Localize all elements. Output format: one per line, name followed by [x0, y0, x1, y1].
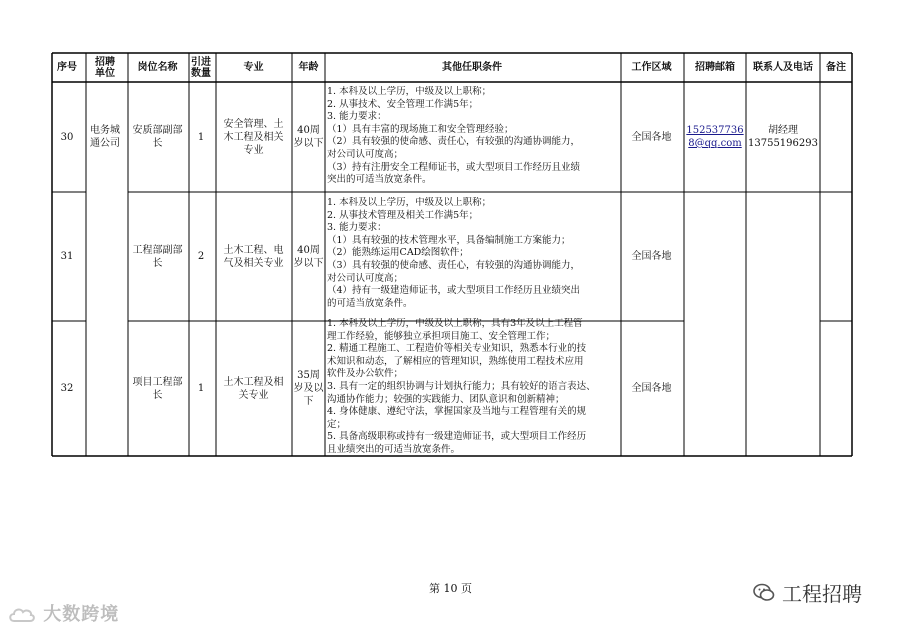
row-31-position: 工程部副部长: [132, 244, 183, 269]
requirement-line: 1. 本科及以上学历，中级及以上职称；: [327, 86, 492, 97]
requirement-line: （2）具有较强的使命感、责任心，有较强的沟通协调能力，: [327, 136, 581, 148]
row-30-position: 安质部副部长: [132, 125, 183, 149]
requirement-line: 2. 从事技术、安全管理工作满5年；: [327, 98, 479, 110]
header-position: 岗位名称: [137, 62, 178, 73]
row-31-seq: 31: [60, 251, 74, 262]
row-30-age: 40周岁以下: [293, 125, 324, 149]
contact-phone: 13755196293: [748, 138, 818, 149]
requirement-line: 定；: [327, 418, 347, 430]
header-remark: 备注: [826, 62, 846, 73]
recruit-email-link[interactable]: 1525377368@qq.com: [686, 125, 744, 149]
unit-name: 电务城通公司: [90, 125, 120, 149]
row-31-age: 40周岁以下: [293, 244, 324, 269]
requirement-line: 3. 能力要求：: [327, 111, 387, 123]
row-30-seq: 30: [60, 131, 74, 143]
page-number: 第 10 页: [429, 582, 472, 595]
requirement-line: 3. 能力要求：: [327, 222, 387, 234]
requirement-line: 且业绩突出的可适当放宽条件。: [327, 443, 461, 455]
watermark-right-text: 工程招聘: [782, 582, 862, 606]
header-count: 引进数量: [191, 56, 211, 79]
row-30-requirements: [327, 86, 619, 192]
row-32-seq: 32: [60, 383, 74, 394]
requirement-line: （1）具有较强的技术管理水平，具备编制施工方案能力；: [327, 234, 571, 246]
requirement-line: 术知识和动态，了解相应的管理知识，熟练使用工程技术应用: [327, 355, 584, 367]
row-32-position: 项目工程部长: [132, 376, 183, 401]
contact-name: 胡经理: [768, 125, 798, 136]
header-requirements: 其他任职条件: [442, 62, 502, 73]
row-32-major: 土木工程及相关专业: [223, 376, 284, 401]
row-31-major: 土木工程、电气及相关专业: [223, 244, 284, 269]
requirement-line: 1. 本科及以上学历，中级及以上职称，具有3年及以上工程管: [327, 318, 583, 329]
row-32-region: 全国各地: [631, 383, 672, 394]
header-seq: 序号: [57, 62, 77, 73]
header-unit: 招聘单位: [95, 56, 115, 79]
row-31-requirements: [327, 197, 619, 321]
recruit-email[interactable]: [684, 82, 746, 192]
wechat-icon: [752, 582, 776, 604]
header-region: 工作区域: [631, 62, 672, 73]
row-30-region: 全国各地: [631, 131, 672, 143]
requirement-line: 软件及办公软件；: [327, 368, 404, 380]
requirement-line: （1）具有丰富的现场施工和安全管理经验；: [327, 123, 514, 135]
row-30-major: 安全管理、土木工程及相关专业: [223, 118, 284, 156]
row-32-age: 35周岁及以下: [293, 370, 324, 407]
row-32-count: 1: [197, 383, 205, 394]
requirement-line: 对公司认可度高；: [327, 148, 404, 160]
requirement-line: 3. 具有一定的组织协调与计划执行能力；具有较好的语言表达、: [327, 380, 596, 392]
requirement-line: 对公司认可度高；: [327, 272, 404, 284]
header-contact: 联系人及电话: [753, 62, 813, 73]
watermark-right: [752, 578, 862, 607]
requirement-line: 1. 本科及以上学历，中级及以上职称；: [327, 197, 492, 208]
requirement-line: 5. 具备高级职称或持有一级建造师证书，或大型项目工作经历: [327, 431, 587, 443]
watermark-left: [8, 600, 119, 626]
watermark-left-text: 大数跨境: [43, 604, 120, 625]
row-30-count: 1: [197, 131, 205, 143]
requirement-line: 突出的可适当放宽条件。: [327, 174, 432, 186]
requirement-line: 4. 身体健康、遵纪守法，掌握国家及当地与工程管理有关的规: [327, 406, 587, 418]
header-age: 年龄: [298, 62, 319, 73]
contact-info: [746, 82, 820, 192]
cloud-logo-icon: [8, 606, 36, 624]
requirement-line: （3）持有注册安全工程师证书，或大型项目工作经历且业绩: [327, 161, 581, 173]
requirement-line: （4）持有一级建造师证书，或大型项目工作经历且业绩突出: [327, 285, 581, 297]
requirement-line: 的可适当放宽条件。: [327, 297, 413, 309]
row-32-requirements: [327, 318, 619, 456]
requirement-line: 理工作经验，能够独立承担项目施工、安全管理工作；: [327, 330, 556, 342]
row-31-region: 全国各地: [631, 251, 672, 262]
requirement-line: （2）能熟练运用CAD绘图软件；: [327, 247, 469, 259]
requirement-line: （3）具有较强的使命感、责任心，有较强的沟通协调能力，: [327, 259, 581, 271]
requirement-line: 沟通协作能力；较强的实践能力、团队意识和创新精神；: [327, 393, 565, 405]
requirement-line: 2. 从事技术管理及相关工作满5年；: [327, 209, 479, 221]
header-major: 专业: [243, 62, 264, 73]
requirement-line: 2. 精通工程施工、工程造价等相关专业知识，熟悉本行业的技: [327, 343, 587, 355]
row-31-count: 2: [197, 251, 205, 262]
header-email: 招聘邮箱: [695, 62, 735, 73]
